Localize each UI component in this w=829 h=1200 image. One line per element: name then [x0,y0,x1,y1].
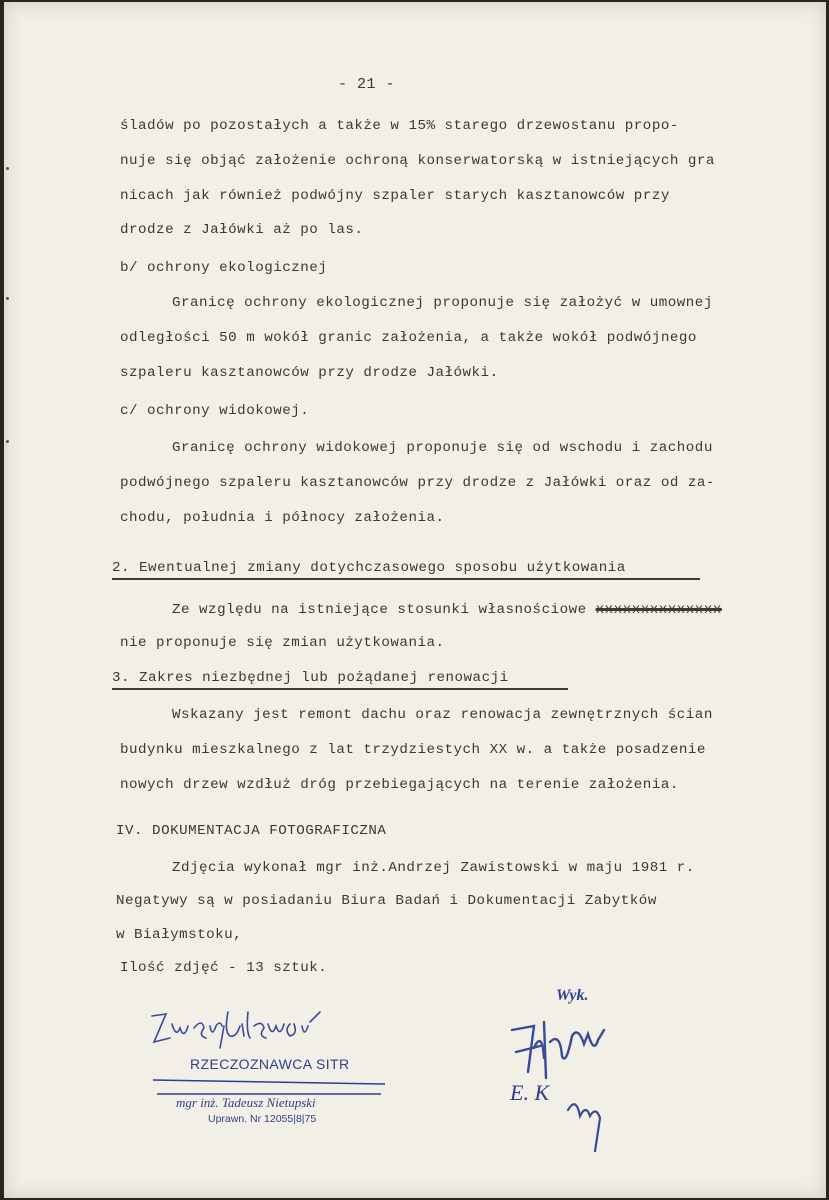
paragraph-line [172,602,722,618]
paragraph-line: Granicę ochrony widokowej proponuje się od wschodu i zachodu [172,440,713,456]
paragraph-line: drodze z Jałówki aż po las. [120,222,364,238]
signature-initials: E. K [510,1080,550,1105]
handwritten-signature-zweryfikowal [144,1002,334,1052]
paragraph-text: Ze względu na istniejące stosunki własnościowe [172,602,587,618]
section-heading-c: c/ ochrony widokowej. [120,403,310,419]
paragraph-line: Wskazany jest remont dachu oraz renowacja zewnętrznych ścian [172,707,713,723]
page-number: - 21 - [338,76,396,93]
paragraph-line: Negatywy są w posiadaniu Biura Badań i Dokumentacji Zabytków [116,893,657,909]
section-heading-2: 2. Ewentualnej zmiany dotychczasowego sposobu użytkowania [112,560,700,580]
handwritten-signature-main [504,1012,624,1082]
paragraph-line: Ilość zdjęć - 13 sztuk. [120,960,328,976]
punch-mark [6,167,9,170]
paragraph-line: nicach jak również podwójny szpaler starych kasztanowców przy [120,188,670,204]
stamp-title: RZECZOZNAWCA SITR [190,1056,350,1072]
paragraph-line: szpaleru kasztanowców przy drodze Jałówki. [120,365,499,381]
paragraph-line: Granicę ochrony ekologicznej proponuje się założyć w umownej [172,295,713,311]
stamp-license: Uprawn. Nr 12055|8|75 [208,1113,317,1125]
paragraph-line: Zdjęcia wykonał mgr inż.Andrzej Zawistowski w maju 1981 r. [172,860,695,876]
punch-mark [6,440,9,443]
paragraph-line: nuje się objąć założenie ochroną konserwatorską w istniejących gra [120,153,715,169]
stamp-name: mgr inż. Tadeusz Nietupski [176,1095,316,1110]
paragraph-line: podwójnego szpaleru kasztanowców przy drodze z Jałówki oraz od za- [120,475,715,491]
struck-out-text: xxxxxxxxxxxxxx [595,602,722,618]
punch-mark [6,297,9,300]
paragraph-line: śladów po pozostałych a także w 15% starego drzewostanu propo- [120,118,679,134]
paragraph-line: chodu, południa i północy założenia. [120,510,445,526]
document-page [4,2,826,1198]
signature-label-wyk: Wyk. [556,987,589,1004]
signature-flourish [564,1082,624,1152]
paragraph-line: nowych drzew wzdłuż dróg przebiegających na terenie założenia. [120,777,679,793]
section-heading-b: b/ ochrony ekologicznej [120,260,328,276]
section-heading-3: 3. Zakres niezbędnej lub pożądanej renowacji [112,670,568,690]
section-heading-iv: IV. DOKUMENTACJA FOTOGRAFICZNA [116,823,387,839]
paragraph-line: w Białymstoku, [116,927,243,943]
paragraph-line: odległości 50 m wokół granic założenia, a także wokół podwójnego [120,330,697,346]
paragraph-line: budynku mieszkalnego z lat trzydziestych XX w. a także posadzenie [120,742,706,758]
paragraph-line: nie proponuje się zmian użytkowania. [120,635,445,651]
